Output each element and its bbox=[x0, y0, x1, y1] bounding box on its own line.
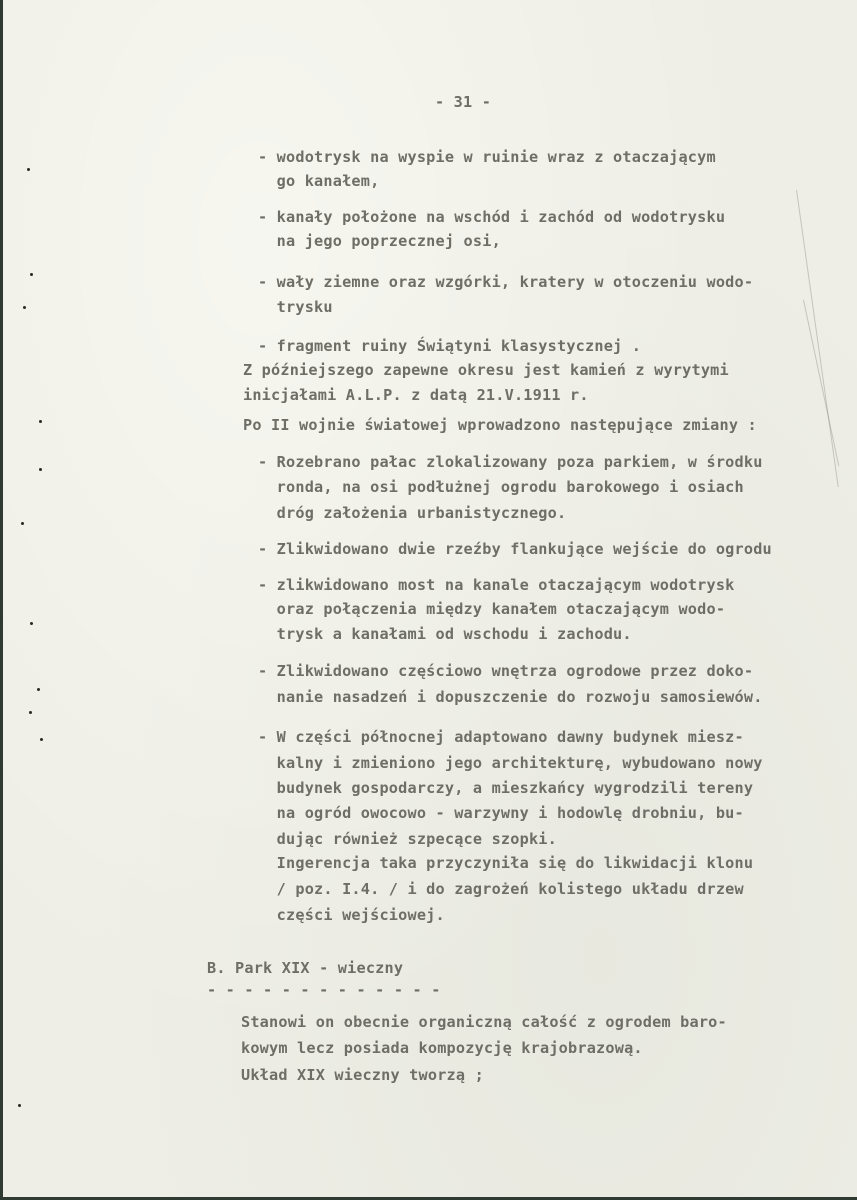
binding-hole-mark bbox=[23, 306, 26, 309]
text-line: inicjałami A.L.P. z datą 21.V.1911 r. bbox=[243, 386, 589, 404]
text-line: go kanałem, bbox=[258, 172, 380, 190]
binding-hole-mark bbox=[39, 468, 42, 471]
binding-hole-mark bbox=[39, 420, 42, 423]
text-line: - zlikwidowano most na kanale otaczającym wodotrysk bbox=[258, 576, 735, 594]
text-line: oraz połączenia między kanałem otaczającym wodo- bbox=[258, 600, 726, 618]
text-line: Ingerencja taka przyczyniła się do likwidacji klonu bbox=[258, 854, 754, 872]
binding-hole-mark bbox=[21, 522, 24, 525]
text-line: / poz. I.4. / i do zagrożeń kolistego układu drzew bbox=[258, 880, 744, 898]
binding-hole-mark bbox=[37, 688, 40, 691]
text-line: trysku bbox=[258, 298, 333, 316]
text-line: na jego poprzecznej osi, bbox=[258, 232, 501, 250]
text-line: części wejściowej. bbox=[258, 906, 445, 924]
text-line: kalny i zmieniono jego architekturę, wybudowano nowy bbox=[258, 754, 763, 772]
text-line: nanie nasadzeń i dopuszczenie do rozwoju samosiewów. bbox=[258, 688, 763, 706]
text-line: dróg założenia urbanistycznego. bbox=[258, 504, 567, 522]
text-line: kowym lecz posiada kompozycję krajobrazową. bbox=[241, 1039, 643, 1057]
text-line: Z późniejszego zapewne okresu jest kamień z wyrytymi bbox=[243, 361, 729, 379]
text-line: - fragment ruiny Świątyni klasystycznej . bbox=[258, 337, 642, 355]
text-line: na ogród owocowo - warzywny i hodowlę drobniu, bu- bbox=[258, 804, 744, 822]
paper-crease bbox=[803, 300, 839, 466]
binding-hole-mark bbox=[30, 273, 33, 276]
binding-hole-mark bbox=[27, 168, 30, 171]
text-line: ronda, na osi podłużnej ogrodu barokowego i osiach bbox=[258, 478, 744, 496]
binding-hole-mark bbox=[30, 622, 33, 625]
text-line: - Zlikwidowano dwie rzeźby flankujące wejście do ogrodu bbox=[258, 540, 772, 558]
text-line: - W części północnej adaptowano dawny budynek miesz- bbox=[258, 728, 744, 746]
document-page bbox=[3, 0, 857, 1197]
binding-hole-mark bbox=[40, 738, 43, 741]
text-line: dując również szpecące szopki. bbox=[258, 830, 557, 848]
text-line: Stanowi on obecnie organiczną całość z ogrodem baro- bbox=[241, 1013, 727, 1031]
text-line: budynek gospodarczy, a mieszkańcy wygrodzili tereny bbox=[258, 779, 754, 797]
text-line: - wodotrysk na wyspie w ruinie wraz z otaczającym bbox=[258, 148, 716, 166]
text-line: - Rozebrano pałac zlokalizowany poza parkiem, w środku bbox=[258, 453, 763, 471]
text-line: Układ XIX wieczny tworzą ; bbox=[241, 1066, 484, 1084]
text-line: - wały ziemne oraz wzgórki, kratery w otoczeniu wodo- bbox=[258, 273, 754, 291]
text-line: Po II wojnie światowej wprowadzono następujące zmiany : bbox=[243, 416, 757, 434]
binding-hole-mark bbox=[18, 1104, 21, 1107]
text-line: trysk a kanałami od wschodu i zachodu. bbox=[258, 625, 632, 643]
binding-hole-mark bbox=[29, 711, 32, 714]
heading-underline: - - - - - - - - - - - - - bbox=[207, 981, 441, 999]
text-line: - kanały położone na wschód i zachód od wodotrysku bbox=[258, 208, 726, 226]
text-line: - Zlikwidowano częściowo wnętrza ogrodowe przez doko- bbox=[258, 662, 754, 680]
page-number: - 31 - bbox=[435, 93, 492, 111]
section-heading: B. Park XIX - wieczny bbox=[207, 959, 404, 977]
